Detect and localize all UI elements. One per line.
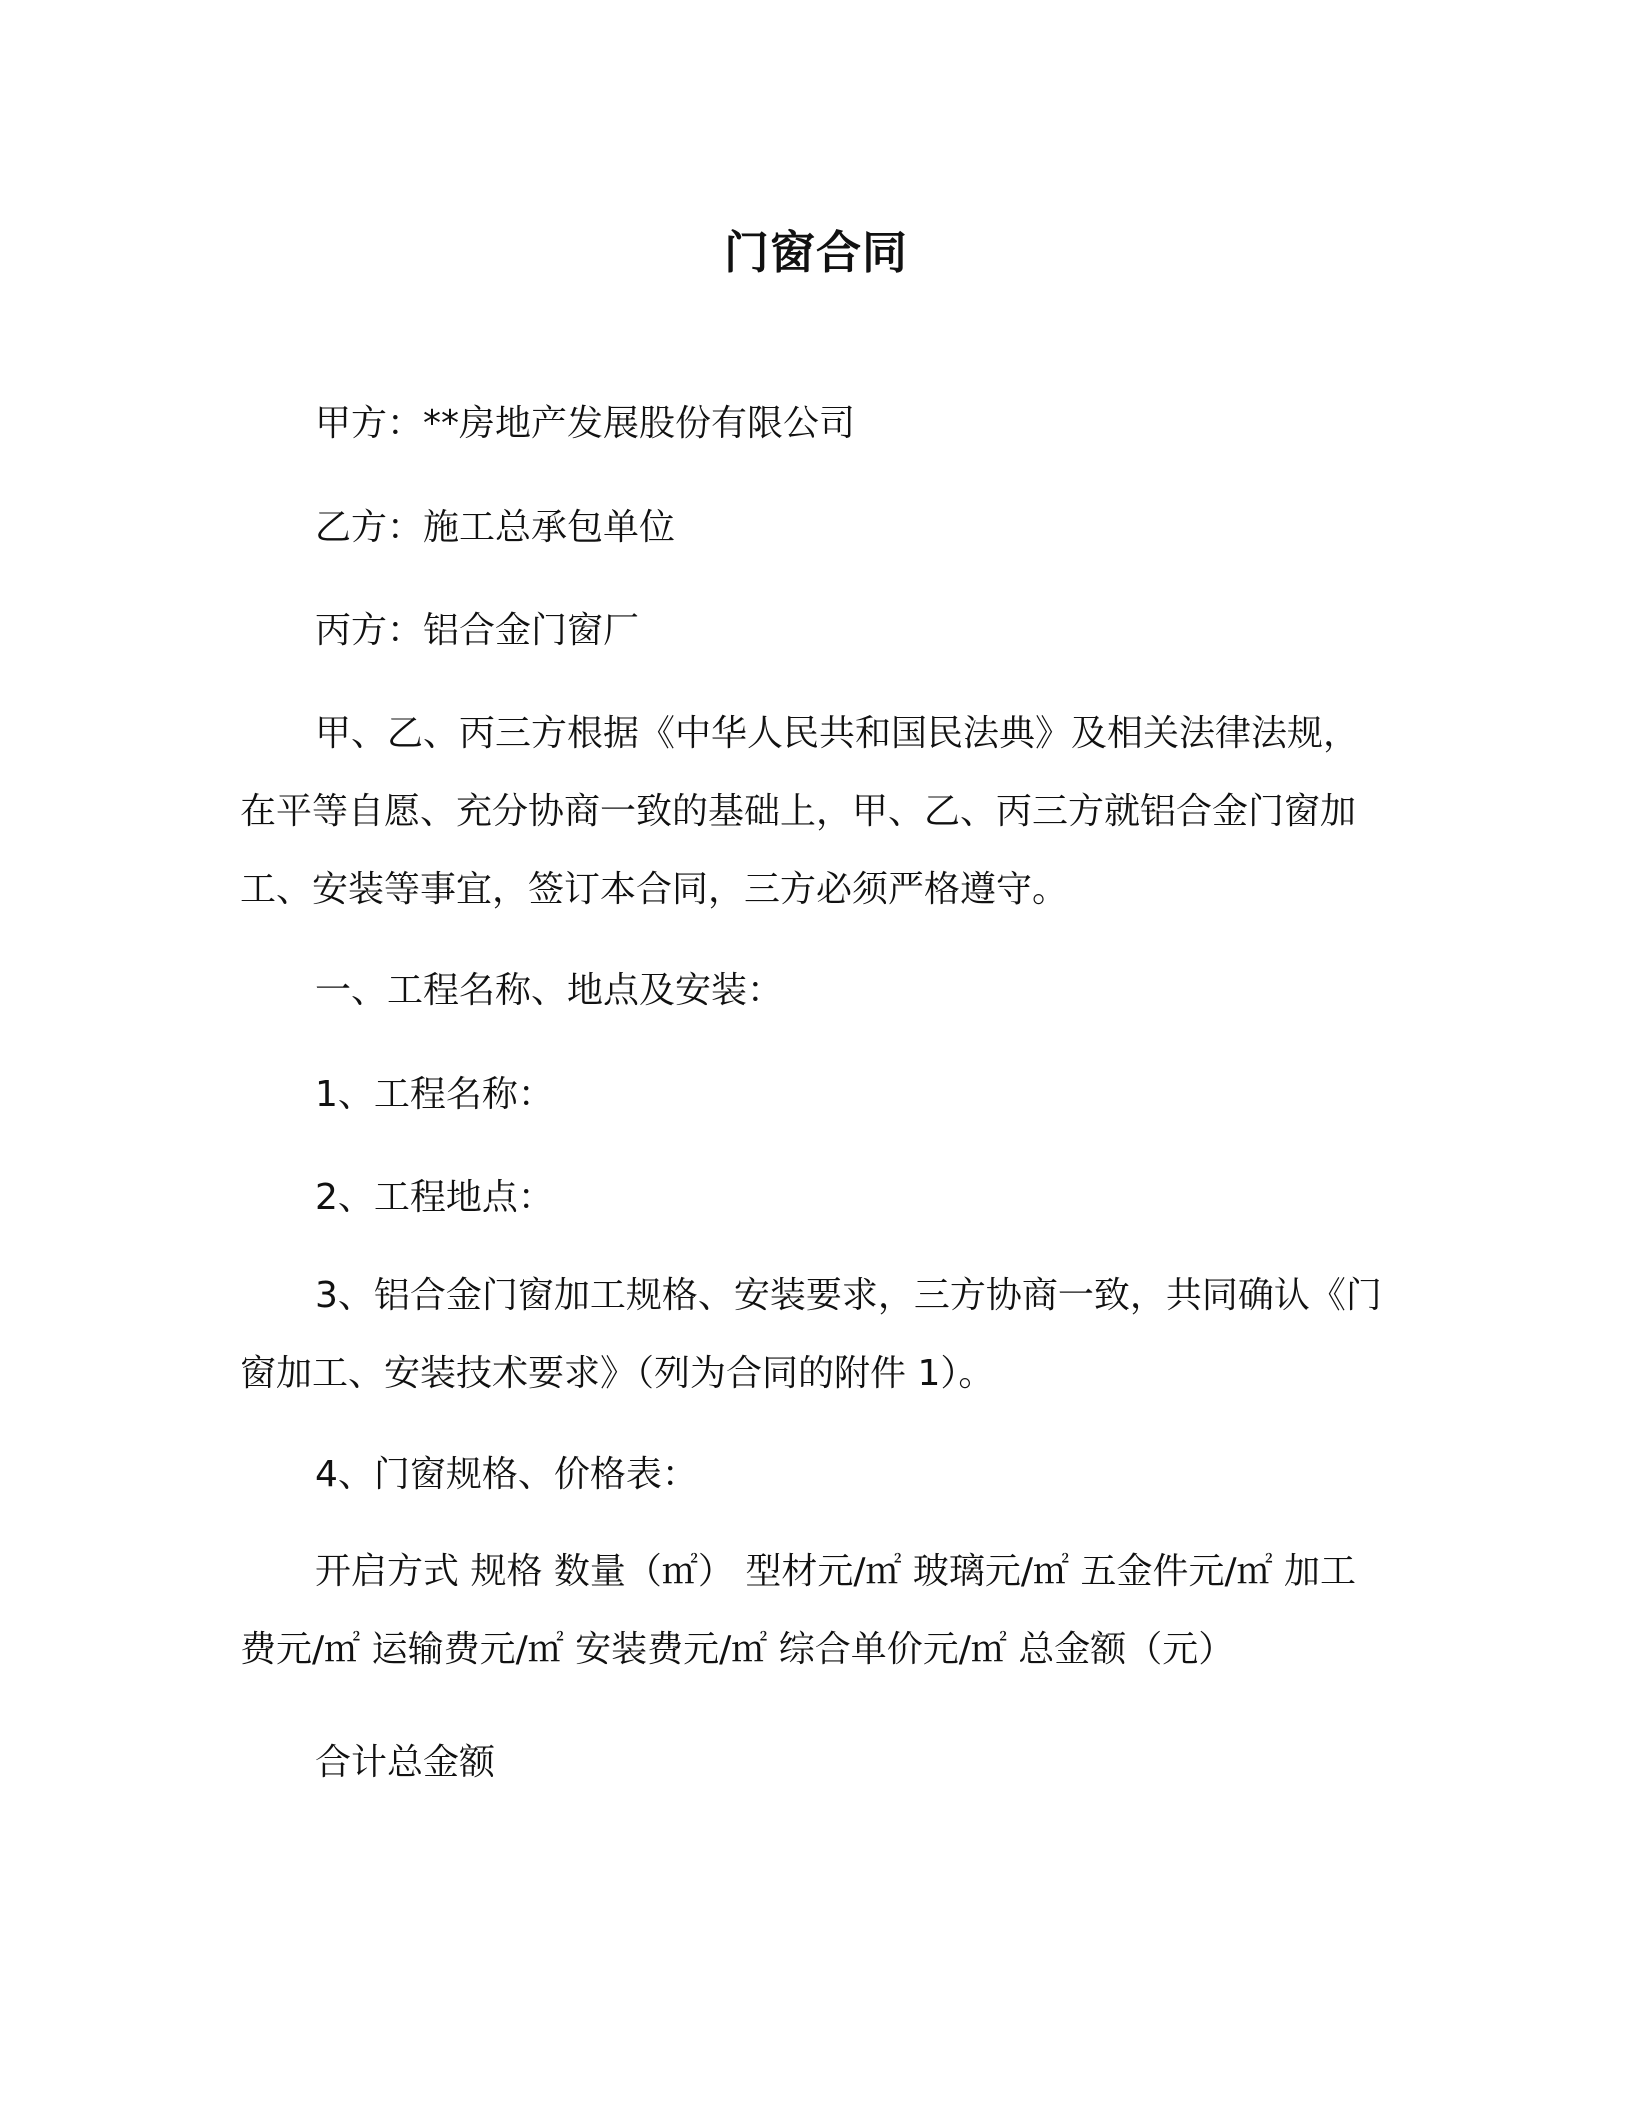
party-a: 甲方：**房地产发展股份有限公司 <box>315 403 856 444</box>
item-project-location: 2、工程地点： <box>315 1177 554 1218</box>
item-project-name: 1、工程名称： <box>315 1074 554 1115</box>
document-title: 门窗合同 <box>723 226 908 279</box>
total-amount-label: 合计总金额 <box>315 1742 496 1783</box>
section-1-heading: 一、工程名称、地点及安装： <box>315 970 784 1011</box>
preamble-paragraph: 甲、乙、丙三方根据《中华人民共和国民法典》及相关法律法规，在平等自愿、充分协商一致的基础上，甲、乙、丙三方就铝合金门窗加工、安装等事宜，签订本合同，三方必须严格遵守。 <box>240 713 1360 910</box>
item-price-table-heading: 4、门窗规格、价格表： <box>315 1454 698 1495</box>
item-specification-requirements: 3、铝合金门窗加工规格、安装要求，三方协商一致，共同确认《门窗加工、安装技术要求》（列为合同的附件 1）。 <box>240 1275 1382 1394</box>
price-table-header: 开启方式 规格 数量（㎡） 型材元/㎡ 玻璃元/㎡ 五金件元/㎡ 加工费元/㎡ 运输费元/㎡ 安装费元/㎡ 综合单价元/㎡ 总金额（元） <box>240 1551 1357 1670</box>
party-b: 乙方：施工总承包单位 <box>315 507 676 548</box>
party-c: 丙方：铝合金门窗厂 <box>315 610 640 651</box>
